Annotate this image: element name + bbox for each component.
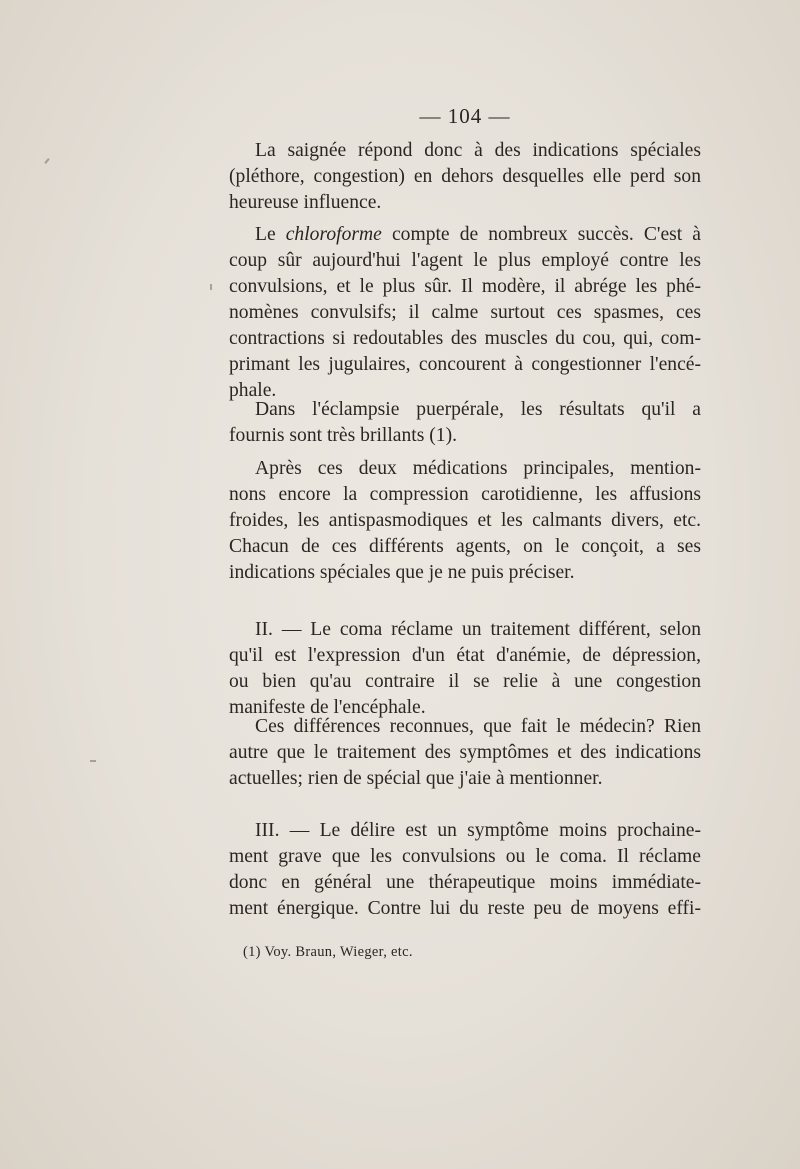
text-line: heureuse influence. — [229, 192, 382, 213]
emphasis-chloroforme: chloroforme — [285, 224, 382, 245]
text-line: contractions si redoutables des muscles du cou, qui, com- — [229, 328, 701, 349]
text-line: nons encore la compression carotidienne, les affusions — [229, 484, 701, 505]
margin-mark — [210, 284, 212, 290]
margin-mark — [90, 760, 96, 762]
paragraph-7 — [229, 818, 701, 922]
text-line: Chacun de ces différents agents, on le conçoit, a ses — [229, 536, 701, 557]
text-line: manifeste de l'encéphale. — [229, 697, 426, 718]
text-line: ment grave que les convulsions ou le coma. Il réclame — [229, 846, 701, 867]
text-line: qu'il est l'expression d'un état d'anémie, de dépression, — [229, 645, 701, 666]
text-line: autre que le traitement des symptômes et des indications — [229, 742, 701, 763]
text-line — [229, 222, 701, 248]
text-line: coup sûr aujourd'hui l'agent le plus employé contre les — [229, 250, 701, 271]
text-line: Ces différences reconnues, que fait le médecin? Rien — [255, 716, 701, 737]
text-line: phale. — [229, 380, 277, 401]
paragraph-1 — [229, 138, 701, 216]
text-line: convulsions, et le plus sûr. Il modère, il abrége les phé- — [229, 276, 701, 297]
text-line: actuelles; rien de spécial que j'aie à mentionner. — [229, 768, 603, 789]
page-number: — 104 — — [419, 104, 511, 128]
text-line: ou bien qu'au contraire il se relie à une congestion — [229, 671, 701, 692]
text-line: Après ces deux médications principales, mention- — [255, 458, 701, 479]
text-line: donc en général une thérapeutique moins immédiate- — [229, 872, 701, 893]
paragraph-5 — [229, 617, 701, 721]
footnote: (1) Voy. Braun, Wieger, etc. — [243, 944, 413, 960]
paragraph-6 — [229, 714, 701, 792]
text-line: fournis sont très brillants (1). — [229, 425, 458, 446]
text-line: III. — Le délire est un symptôme moins prochaine- — [255, 820, 701, 841]
text-line: (pléthore, congestion) en dehors desquelles elle perd son — [229, 166, 701, 187]
text-line: primant les jugulaires, concourent à congestionner l'encé- — [229, 354, 701, 375]
text-run: compte de nombreux succès. C'est à — [381, 224, 701, 245]
text-line: ment énergique. Contre lui du reste peu de moyens effi- — [229, 898, 701, 919]
text-line: indications spéciales que je ne puis préciser. — [229, 562, 575, 583]
margin-mark — [44, 158, 49, 164]
paragraph-4 — [229, 456, 701, 586]
paragraph-3 — [229, 397, 701, 449]
paragraph-2 — [229, 222, 701, 404]
text-run: Le — [255, 224, 286, 245]
text-line: Dans l'éclampsie puerpérale, les résultats qu'il a — [255, 399, 701, 420]
text-line: nomènes convulsifs; il calme surtout ces spasmes, ces — [229, 302, 701, 323]
text-line: froides, les antispasmodiques et les calmants divers, etc. — [229, 510, 701, 531]
text-line: II. — Le coma réclame un traitement différent, selon — [255, 619, 701, 640]
text-line: La saignée répond donc à des indications spéciales — [255, 140, 701, 161]
